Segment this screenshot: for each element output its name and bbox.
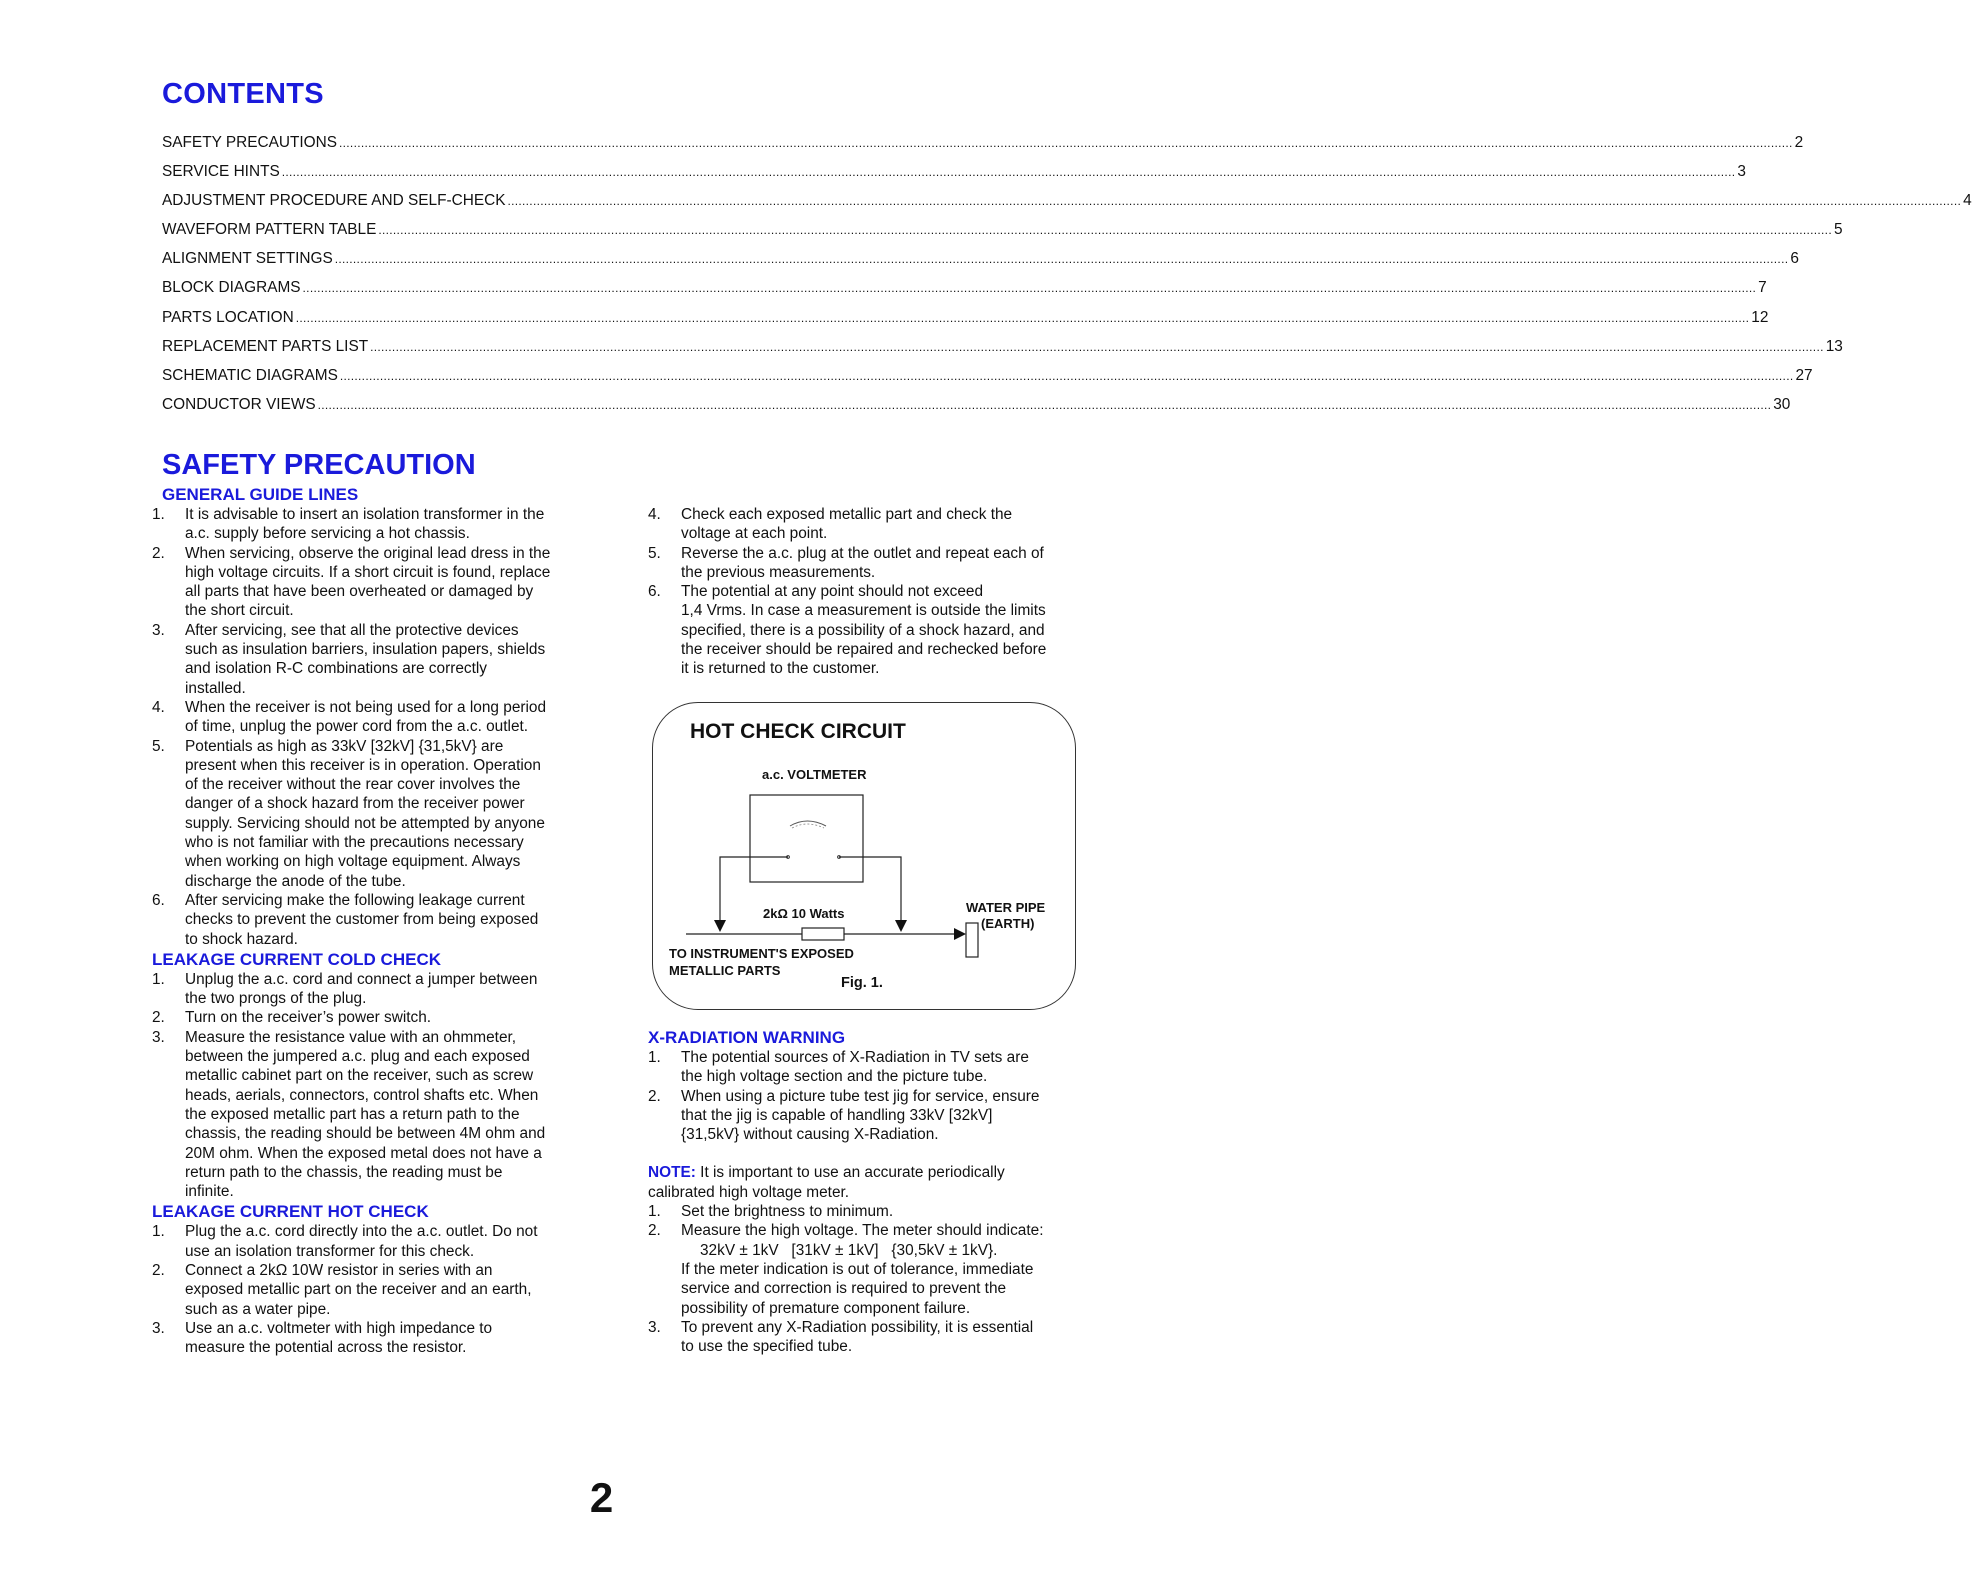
list-item-text: and isolation R-C combinations are correctly [185, 660, 487, 678]
toc-entry-page: 12 [1751, 308, 1769, 326]
right-probe-wire [839, 857, 901, 926]
list-item-text: the receiver should be repaired and rechecked before [681, 641, 1047, 659]
list-item-text: danger of a shock hazard from the receiver power [185, 795, 525, 813]
list-item-text-block [185, 1319, 584, 1358]
instrument-label-line-1: TO INSTRUMENT'S EXPOSED [668, 945, 854, 961]
toc-entry[interactable] [162, 337, 1843, 367]
list-item [152, 505, 584, 544]
list-item [152, 1222, 584, 1261]
list-item-text-block [185, 891, 584, 949]
list-item [152, 1008, 584, 1027]
toc-dot-leader: ................................................................................................................................................................................................................................................................................................................................................................................................................ [334, 252, 1789, 267]
toc-entry-title: SAFETY PRECAUTIONS [162, 134, 338, 151]
hot-check-list [152, 1222, 584, 1357]
voltage-values: 32kV ± 1kV [31kV ± 1kV] {30,5kV ± 1kV}. [700, 1241, 998, 1259]
list-item-text: installed. [185, 679, 246, 697]
list-item-text: the short circuit. [185, 602, 294, 620]
toc-entry-title: PARTS LOCATION [162, 308, 294, 326]
earth-arrow-icon [954, 928, 966, 940]
toc-dot-leader: ................................................................................................................................................................................................................................................................................................................................................................................................................ [302, 281, 1757, 296]
list-item [152, 1261, 584, 1319]
general-guide-lines-list-continued [648, 505, 1080, 679]
list-item-text-block [681, 505, 1080, 544]
circuit-drawing [652, 702, 1076, 1010]
list-item-number: 4. [152, 698, 165, 716]
toc-entry[interactable] [162, 163, 1746, 192]
list-item-number: 3. [152, 1028, 165, 1046]
list-item-text: the high voltage section and the picture tube. [681, 1068, 988, 1086]
list-item-text: Unplug the a.c. cord and connect a jumper between [185, 970, 538, 988]
water-pipe-label: WATER PIPE [965, 899, 1045, 915]
list-item-text: It is advisable to insert an isolation transformer in the [185, 506, 545, 523]
toc-entry-title: WAVEFORM PATTERN TABLE [162, 221, 377, 239]
list-item-text: The potential at any point should not exceed [681, 583, 984, 601]
list-item-text: metallic cabinet part on the receiver, such as screw [185, 1067, 534, 1085]
list-item-text: When using a picture tube test jig for service, ensure [681, 1087, 1040, 1105]
list-item [152, 891, 584, 949]
x-radiation-section [648, 1027, 1080, 1356]
diagram-title: HOT CHECK CIRCUIT [689, 719, 906, 743]
list-item-number: 2. [152, 1261, 165, 1279]
list-item-text: service and correction is required to prevent the [681, 1280, 1007, 1298]
instrument-label-line-2: METALLIC PARTS [668, 962, 780, 978]
list-item-text: present when this receiver is in operation. Operation [185, 756, 541, 774]
toc-entry-title: REPLACEMENT PARTS LIST [162, 337, 369, 355]
list-item-text-block [681, 1221, 1080, 1317]
list-item-text-block [681, 1087, 1080, 1145]
general-guide-lines-heading: GENERAL GUIDE LINES [162, 485, 359, 504]
list-item [648, 1221, 1080, 1317]
toc-dot-leader: ................................................................................................................................................................................................................................................................................................................................................................................................................ [507, 194, 1962, 209]
list-item-text: when working on high voltage equipment. Always [185, 853, 521, 871]
list-item-text: After servicing, see that all the protective devices [185, 621, 519, 639]
list-item-number: 2. [648, 1222, 661, 1240]
list-item-text: discharge the anode of the tube. [185, 872, 406, 890]
toc-entry-title: SERVICE HINTS [162, 163, 280, 181]
list-item-text: When servicing, observe the original lead dress in the [185, 544, 551, 562]
list-item-text-block [185, 737, 584, 891]
list-item-text: Set the brightness to minimum. [681, 1203, 894, 1221]
list-item-text: Connect a 2kΩ 10W resistor in series with an [185, 1261, 493, 1279]
list-item-text: Potentials as high as 33kV [32kV] {31,5kV} are [185, 737, 504, 755]
toc-entry-page: 27 [1795, 366, 1813, 384]
voltmeter-label: a.c. VOLTMETER [761, 766, 866, 782]
list-item [648, 1202, 1080, 1221]
list-item-text: Plug the a.c. cord directly into the a.c. outlet. Do not [185, 1223, 538, 1241]
table-of-contents [162, 134, 1972, 425]
list-item-text-block [681, 1048, 1080, 1087]
toc-dot-leader: ................................................................................................................................................................................................................................................................................................................................................................................................................ [339, 136, 1793, 150]
list-item-text: such as insulation barriers, insulation papers, shields [185, 641, 546, 659]
list-item-text: To prevent any X-Radiation possibility, it is essential [681, 1318, 1034, 1336]
page-number: 2 [589, 1474, 614, 1521]
resistor-label: 2kΩ 10 Watts [762, 905, 844, 921]
toc-entry[interactable] [162, 395, 1791, 425]
toc-entry-page: 5 [1833, 221, 1843, 239]
list-item-number: 3. [152, 621, 165, 639]
voltmeter-dial-icon [790, 821, 826, 826]
list-item-text-block [185, 698, 584, 737]
list-item-text: possibility of premature component failure. [681, 1299, 971, 1317]
list-item-text: Use an a.c. voltmeter with high impedance to [185, 1319, 493, 1337]
list-item-text: of the receiver without the rear cover involves the [185, 776, 521, 794]
voltmeter-scale-icon [792, 824, 824, 828]
list-item-text: heads, aerials, connectors, control shafts etc. When [185, 1086, 539, 1104]
list-item-text-block [681, 1318, 1080, 1357]
list-item-number: 1. [152, 1223, 165, 1241]
list-item-text: of time, unplug the power cord from the a.c. outlet. [185, 718, 529, 736]
list-item-text: high voltage circuits. If a short circuit is found, replace [185, 563, 551, 581]
list-item-number: 5. [648, 544, 661, 562]
x-radiation-heading: X-RADIATION WARNING [648, 1028, 846, 1047]
cold-check-heading: LEAKAGE CURRENT COLD CHECK [152, 949, 441, 969]
list-item [152, 1319, 584, 1358]
hot-check-circuit-diagram [652, 702, 1076, 1010]
list-item-text: Reverse the a.c. plug at the outlet and repeat each of [681, 544, 1044, 562]
toc-entry-page: 30 [1773, 395, 1791, 413]
list-item-text-block [185, 1261, 584, 1319]
toc-entry-page: 13 [1825, 337, 1843, 355]
toc-entry[interactable] [162, 192, 1972, 221]
earth-label: (EARTH) [980, 915, 1034, 931]
right-probe-arrow-icon [895, 920, 907, 932]
list-item-number: 1. [648, 1049, 661, 1066]
list-item-text: such as a water pipe. [185, 1300, 331, 1318]
note-text-continued: calibrated high voltage meter. [648, 1183, 850, 1201]
right-column [648, 505, 1080, 679]
list-item [648, 505, 1080, 544]
list-item-text: return path to the chassis, the reading must be [185, 1163, 503, 1181]
list-item-number: 1. [152, 970, 165, 988]
toc-entry[interactable] [162, 308, 1769, 338]
toc-entry-title: CONDUCTOR VIEWS [162, 395, 316, 413]
list-item-text: a.c. supply before servicing a hot chassis. [185, 525, 470, 543]
toc-dot-leader: ................................................................................................................................................................................................................................................................................................................................................................................................................ [317, 397, 1772, 412]
toc-entry-title: ADJUSTMENT PROCEDURE AND SELF-CHECK [162, 192, 506, 210]
toc-entry-page: 2 [1794, 134, 1804, 151]
list-item-text: infinite. [185, 1183, 234, 1201]
list-item-text: exposed metallic part on the receiver and an earth, [185, 1281, 532, 1299]
list-item-text: Check each exposed metallic part and check the [681, 506, 1013, 523]
list-item [648, 582, 1080, 678]
list-item-text: specified, there is a possibility of a shock hazard, and [681, 621, 1045, 639]
list-item-number: 2. [648, 1087, 661, 1105]
list-item-text: use an isolation transformer for this check. [185, 1242, 475, 1260]
toc-entry-page: 7 [1758, 279, 1767, 297]
list-item-text: the previous measurements. [681, 563, 876, 581]
toc-entry[interactable] [162, 134, 1804, 163]
note-paragraph [648, 1163, 1080, 1202]
toc-entry[interactable] [162, 221, 1843, 250]
list-item-text: to use the specified tube. [681, 1338, 853, 1356]
list-item-text: Turn on the receiver’s power switch. [185, 1009, 432, 1027]
x-radiation-steps [648, 1202, 1080, 1356]
list-item-text: that the jig is capable of handling 33kV [32kV] [681, 1106, 993, 1124]
list-item [648, 544, 1080, 583]
list-item-number: 3. [152, 1319, 165, 1337]
toc-dot-leader: ................................................................................................................................................................................................................................................................................................................................................................................................................ [370, 339, 1824, 354]
left-column [152, 484, 584, 1357]
toc-dot-leader: ................................................................................................................................................................................................................................................................................................................................................................................................................ [295, 310, 1750, 325]
list-item-text-block [681, 544, 1080, 583]
list-item-text: the two prongs of the plug. [185, 990, 367, 1008]
left-probe-arrow-icon [714, 920, 726, 932]
list-item-number: 6. [152, 891, 165, 909]
toc-entry-title: BLOCK DIAGRAMS [162, 279, 301, 297]
list-item-text: Measure the resistance value with an ohmmeter, [185, 1028, 517, 1046]
list-item-text: Measure the high voltage. The meter should indicate: [681, 1222, 1044, 1240]
list-item-text: The potential sources of X-Radiation in TV sets are [681, 1049, 1029, 1066]
note-text: It is important to use an accurate periodically [695, 1164, 1005, 1182]
list-item-text: If the meter indication is out of tolerance, immediate [681, 1260, 1034, 1278]
list-item-number: 6. [648, 583, 661, 601]
list-item-number: 1. [152, 506, 165, 523]
toc-entry-page: 3 [1737, 163, 1746, 181]
list-item-text-block [185, 1008, 584, 1027]
list-item-text-block [681, 582, 1080, 678]
list-item-text-block [185, 621, 584, 698]
list-item-text: voltage at each point. [681, 525, 828, 543]
list-item-text-block [185, 544, 584, 621]
list-item [648, 1318, 1080, 1357]
list-item [648, 1087, 1080, 1145]
toc-entry-page: 4 [1963, 192, 1972, 210]
list-item-number: 4. [648, 506, 661, 523]
list-item [152, 970, 584, 1009]
water-pipe-icon [966, 923, 978, 957]
toc-entry[interactable] [162, 250, 1799, 279]
figure-label: Fig. 1. [840, 974, 883, 991]
list-item-text: After servicing make the following leakage current [185, 891, 525, 909]
toc-entry[interactable] [162, 366, 1813, 396]
list-item-number: 1. [648, 1203, 661, 1221]
list-item-text: between the jumpered a.c. plug and each exposed [185, 1048, 530, 1066]
list-item-text: When the receiver is not being used for a long period [185, 698, 547, 716]
voltmeter-box [750, 795, 863, 882]
list-item-number: 2. [152, 544, 165, 562]
list-item-text: supply. Servicing should not be attempted by anyone [185, 814, 545, 832]
contents-title: CONTENTS [162, 78, 324, 110]
list-item-text: to shock hazard. [185, 930, 298, 948]
list-item-number: 5. [152, 737, 165, 755]
list-item [152, 737, 584, 891]
note-label: NOTE: [648, 1164, 696, 1182]
toc-entry-page: 6 [1790, 250, 1799, 268]
list-item-text-block [185, 505, 584, 544]
list-item-text: chassis, the reading should be between 4M ohm and [185, 1125, 546, 1143]
list-item-number: 3. [648, 1318, 661, 1336]
list-item-text-block [185, 1222, 584, 1261]
general-guide-lines-list [152, 505, 584, 949]
list-item-text-block [185, 970, 584, 1009]
cold-check-list [152, 970, 584, 1202]
list-item-text: measure the potential across the resistor. [185, 1339, 467, 1357]
list-item [152, 1028, 584, 1202]
x-radiation-list [648, 1048, 1080, 1144]
toc-dot-leader: ................................................................................................................................................................................................................................................................................................................................................................................................................ [378, 223, 1832, 238]
list-item [152, 698, 584, 737]
toc-dot-leader: ................................................................................................................................................................................................................................................................................................................................................................................................................ [281, 165, 1736, 180]
list-item-text: 20M ohm. When the exposed metal does not have a [185, 1144, 542, 1162]
list-item-text: it is returned to the customer. [681, 660, 880, 678]
list-item-number: 2. [152, 1009, 165, 1027]
list-item-text: checks to prevent the customer from being exposed [185, 911, 539, 929]
list-item-text: who is not familiar with the precautions necessary [185, 834, 524, 852]
list-item [152, 621, 584, 698]
toc-entry-title: SCHEMATIC DIAGRAMS [162, 366, 338, 384]
list-item-text: {31,5kV} without causing X-Radiation. [681, 1126, 939, 1144]
hot-check-heading: LEAKAGE CURRENT HOT CHECK [152, 1202, 429, 1222]
list-item [152, 544, 584, 621]
resistor-icon [802, 928, 844, 940]
list-item [648, 1048, 1080, 1087]
safety-precaution-title: SAFETY PRECAUTION [162, 449, 476, 481]
toc-entry[interactable] [162, 279, 1767, 308]
list-item-text: all parts that have been overheated or damaged by [185, 583, 534, 601]
toc-dot-leader: ................................................................................................................................................................................................................................................................................................................................................................................................................ [339, 368, 1794, 383]
list-item-text-block [185, 1028, 584, 1202]
toc-entry-title: ALIGNMENT SETTINGS [162, 250, 333, 268]
list-item-text: 1,4 Vrms. In case a measurement is outside the limits [681, 602, 1046, 620]
list-item-text: the exposed metallic part has a return path to the [185, 1105, 520, 1123]
